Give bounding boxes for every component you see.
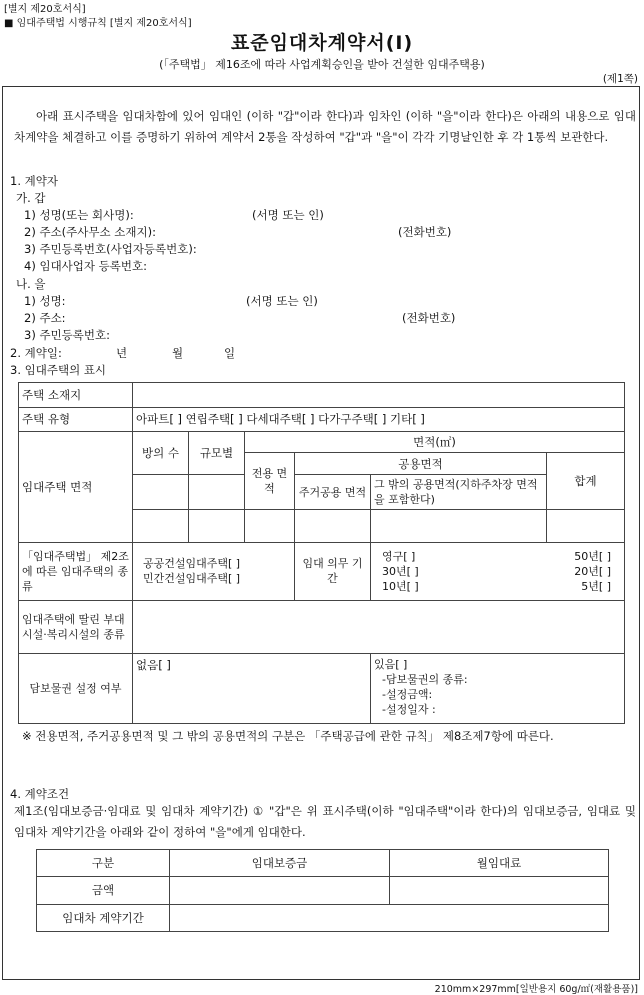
eul-phone-label: (전화번호)	[402, 311, 456, 325]
period-30[interactable]: 30년[ ]	[382, 564, 419, 578]
mortgage-exists-option[interactable]: 있음[ ]	[374, 658, 408, 672]
fee-col-kind: 구분	[37, 850, 170, 877]
public-rental-option[interactable]: 공공건설임대주택[ ]	[143, 557, 241, 571]
gap-regno-label: 3) 주민등록번호(사업자등록번호):	[24, 242, 197, 256]
other-common-label: 그 밖의 공용면적(지하주차장 면적을 포함한다)	[371, 475, 547, 510]
location-label: 주택 소재지	[19, 383, 133, 408]
document-title: 표준임대차계약서(Ⅰ)	[230, 32, 414, 54]
fee-table	[36, 849, 609, 932]
deposit-amount-value[interactable]	[170, 877, 390, 904]
total-area-value[interactable]	[547, 510, 625, 543]
party-gap-heading: 가. 갑	[16, 191, 46, 205]
property-table	[18, 382, 625, 724]
gap-lessor-no-label: 4) 임대사업자 등록번호:	[24, 259, 147, 273]
total-area-label: 합계	[547, 452, 625, 510]
rule-reference: ■ 임대주택법 시행규칙 [별지 제20호서식]	[4, 18, 192, 29]
parties-heading: 1. 계약자	[10, 174, 58, 188]
period-10[interactable]: 10년[ ]	[382, 579, 419, 593]
rooms-value[interactable]	[133, 475, 189, 510]
size-value-2[interactable]	[189, 510, 245, 543]
mortgage-none-option[interactable]: 없음[ ]	[136, 658, 171, 673]
fee-col-deposit: 임대보증금	[170, 850, 390, 877]
terms-heading: 4. 계약조건	[10, 787, 70, 801]
area-note: ※ 전용면적, 주거공용면적 및 그 밖의 공용면적의 구분은 「주택공급에 관한 규칙」 제8조제7항에 따른다.	[22, 729, 554, 743]
rental-kind-label: 「임대주택법」 제2조에 따른 임대주택의 종류	[19, 543, 133, 601]
rooms-value-2[interactable]	[133, 510, 189, 543]
rent-amount-value[interactable]	[390, 877, 609, 904]
mortgage-none-cell[interactable]	[133, 654, 371, 724]
residential-common-label: 주거공용 면적	[295, 475, 371, 510]
paper-spec: 210mm×297mm[일반용지 60g/㎡(재활용품)]	[434, 984, 638, 995]
property-heading: 3. 임대주택의 표시	[10, 363, 107, 377]
area-label: 임대주택 면적	[19, 432, 133, 543]
mortgage-type-label: -담보물권의 종류:	[382, 673, 468, 687]
contract-date-label: 2. 계약일:	[10, 346, 62, 360]
exclusive-area-value[interactable]	[245, 510, 295, 543]
period-options[interactable]	[371, 543, 625, 601]
type-options[interactable]: 아파트[ ] 연립주택[ ] 다세대주택[ ] 다가구주택[ ] 기타[ ]	[133, 407, 625, 432]
other-common-value[interactable]	[371, 510, 547, 543]
fee-row-period: 임대차 계약기간	[37, 904, 170, 931]
type-label: 주택 유형	[19, 407, 133, 432]
location-value[interactable]	[133, 383, 625, 408]
intro-paragraph	[14, 106, 636, 148]
size-label: 규모별	[189, 432, 245, 475]
eul-regno-label: 3) 주민등록번호:	[24, 328, 110, 342]
contract-date-day: 일	[224, 346, 236, 360]
rooms-label: 방의 수	[133, 432, 189, 475]
intro-text: 아래 표시주택을 임대차함에 있어 임대인 (이하 "갑"이라 한다)과 임차인 (이하 "을"이라 한다)은 아래의 내용으로 임대차계약을 체결하고 이를 증명하기 위하여 계약서 2통을 작성하여 "갑"과 "을"이 각각 기명날인한 후 각 1통씩 보관한다.	[14, 109, 636, 144]
period-5[interactable]: 5년[ ]	[581, 579, 611, 593]
fee-col-rent: 월임대료	[390, 850, 609, 877]
article1-paragraph	[14, 801, 636, 843]
gap-name-label: 1) 성명(또는 회사명):	[24, 208, 134, 222]
fee-row-amount: 금액	[37, 877, 170, 904]
area-unit-label: 면적(㎡)	[245, 432, 625, 453]
page-mark: (제1쪽)	[602, 73, 638, 85]
facilities-label: 임대주택에 딸린 부대시설·복리시설의 종류	[19, 600, 133, 653]
gap-phone-label: (전화번호)	[398, 225, 452, 239]
residential-common-value[interactable]	[295, 510, 371, 543]
gap-address-label: 2) 주소(주사무소 소재지):	[24, 225, 156, 239]
eul-name-label: 1) 성명:	[24, 294, 66, 308]
form-number: [별지 제20호서식]	[4, 4, 86, 15]
contract-period-value[interactable]	[170, 904, 609, 931]
exclusive-area-label: 전용 면적	[245, 452, 295, 510]
common-area-label: 공용면적	[295, 452, 547, 475]
mortgage-amount-label: -설정금액:	[382, 688, 433, 702]
rental-kind-options[interactable]	[133, 543, 295, 601]
period-20[interactable]: 20년[ ]	[574, 564, 611, 578]
period-50[interactable]: 50년[ ]	[574, 549, 611, 563]
mortgage-label: 담보물권 설정 여부	[19, 654, 133, 724]
gap-sign-label: (서명 또는 인)	[252, 208, 324, 222]
facilities-value[interactable]	[133, 600, 625, 653]
contract-date-year: 년	[116, 346, 128, 360]
mortgage-exists-cell[interactable]	[371, 654, 625, 724]
eul-sign-label: (서명 또는 인)	[246, 294, 318, 308]
party-eul-heading: 나. 을	[16, 277, 46, 291]
article1-text: 제1조(임대보증금·임대료 및 임대차 계약기간) ① "갑"은 위 표시주택(이하 "임대주택"이라 한다)의 임대보증금, 임대료 및 임대차 계약기간을 아래와 같이 정하여 "을"에게 임대한다.	[14, 804, 636, 839]
period-permanent[interactable]: 영구[ ]	[382, 549, 416, 563]
private-rental-option[interactable]: 민간건설임대주택[ ]	[143, 572, 241, 586]
eul-address-label: 2) 주소:	[24, 311, 66, 325]
mortgage-date-label: -설정일자 :	[382, 703, 436, 717]
document-subtitle: (「주택법」 제16조에 따라 사업계획승인을 받아 건설한 임대주택용)	[159, 58, 485, 71]
size-value[interactable]	[189, 475, 245, 510]
contract-date-month: 월	[172, 346, 184, 360]
period-label: 임대 의무 기간	[295, 543, 371, 601]
